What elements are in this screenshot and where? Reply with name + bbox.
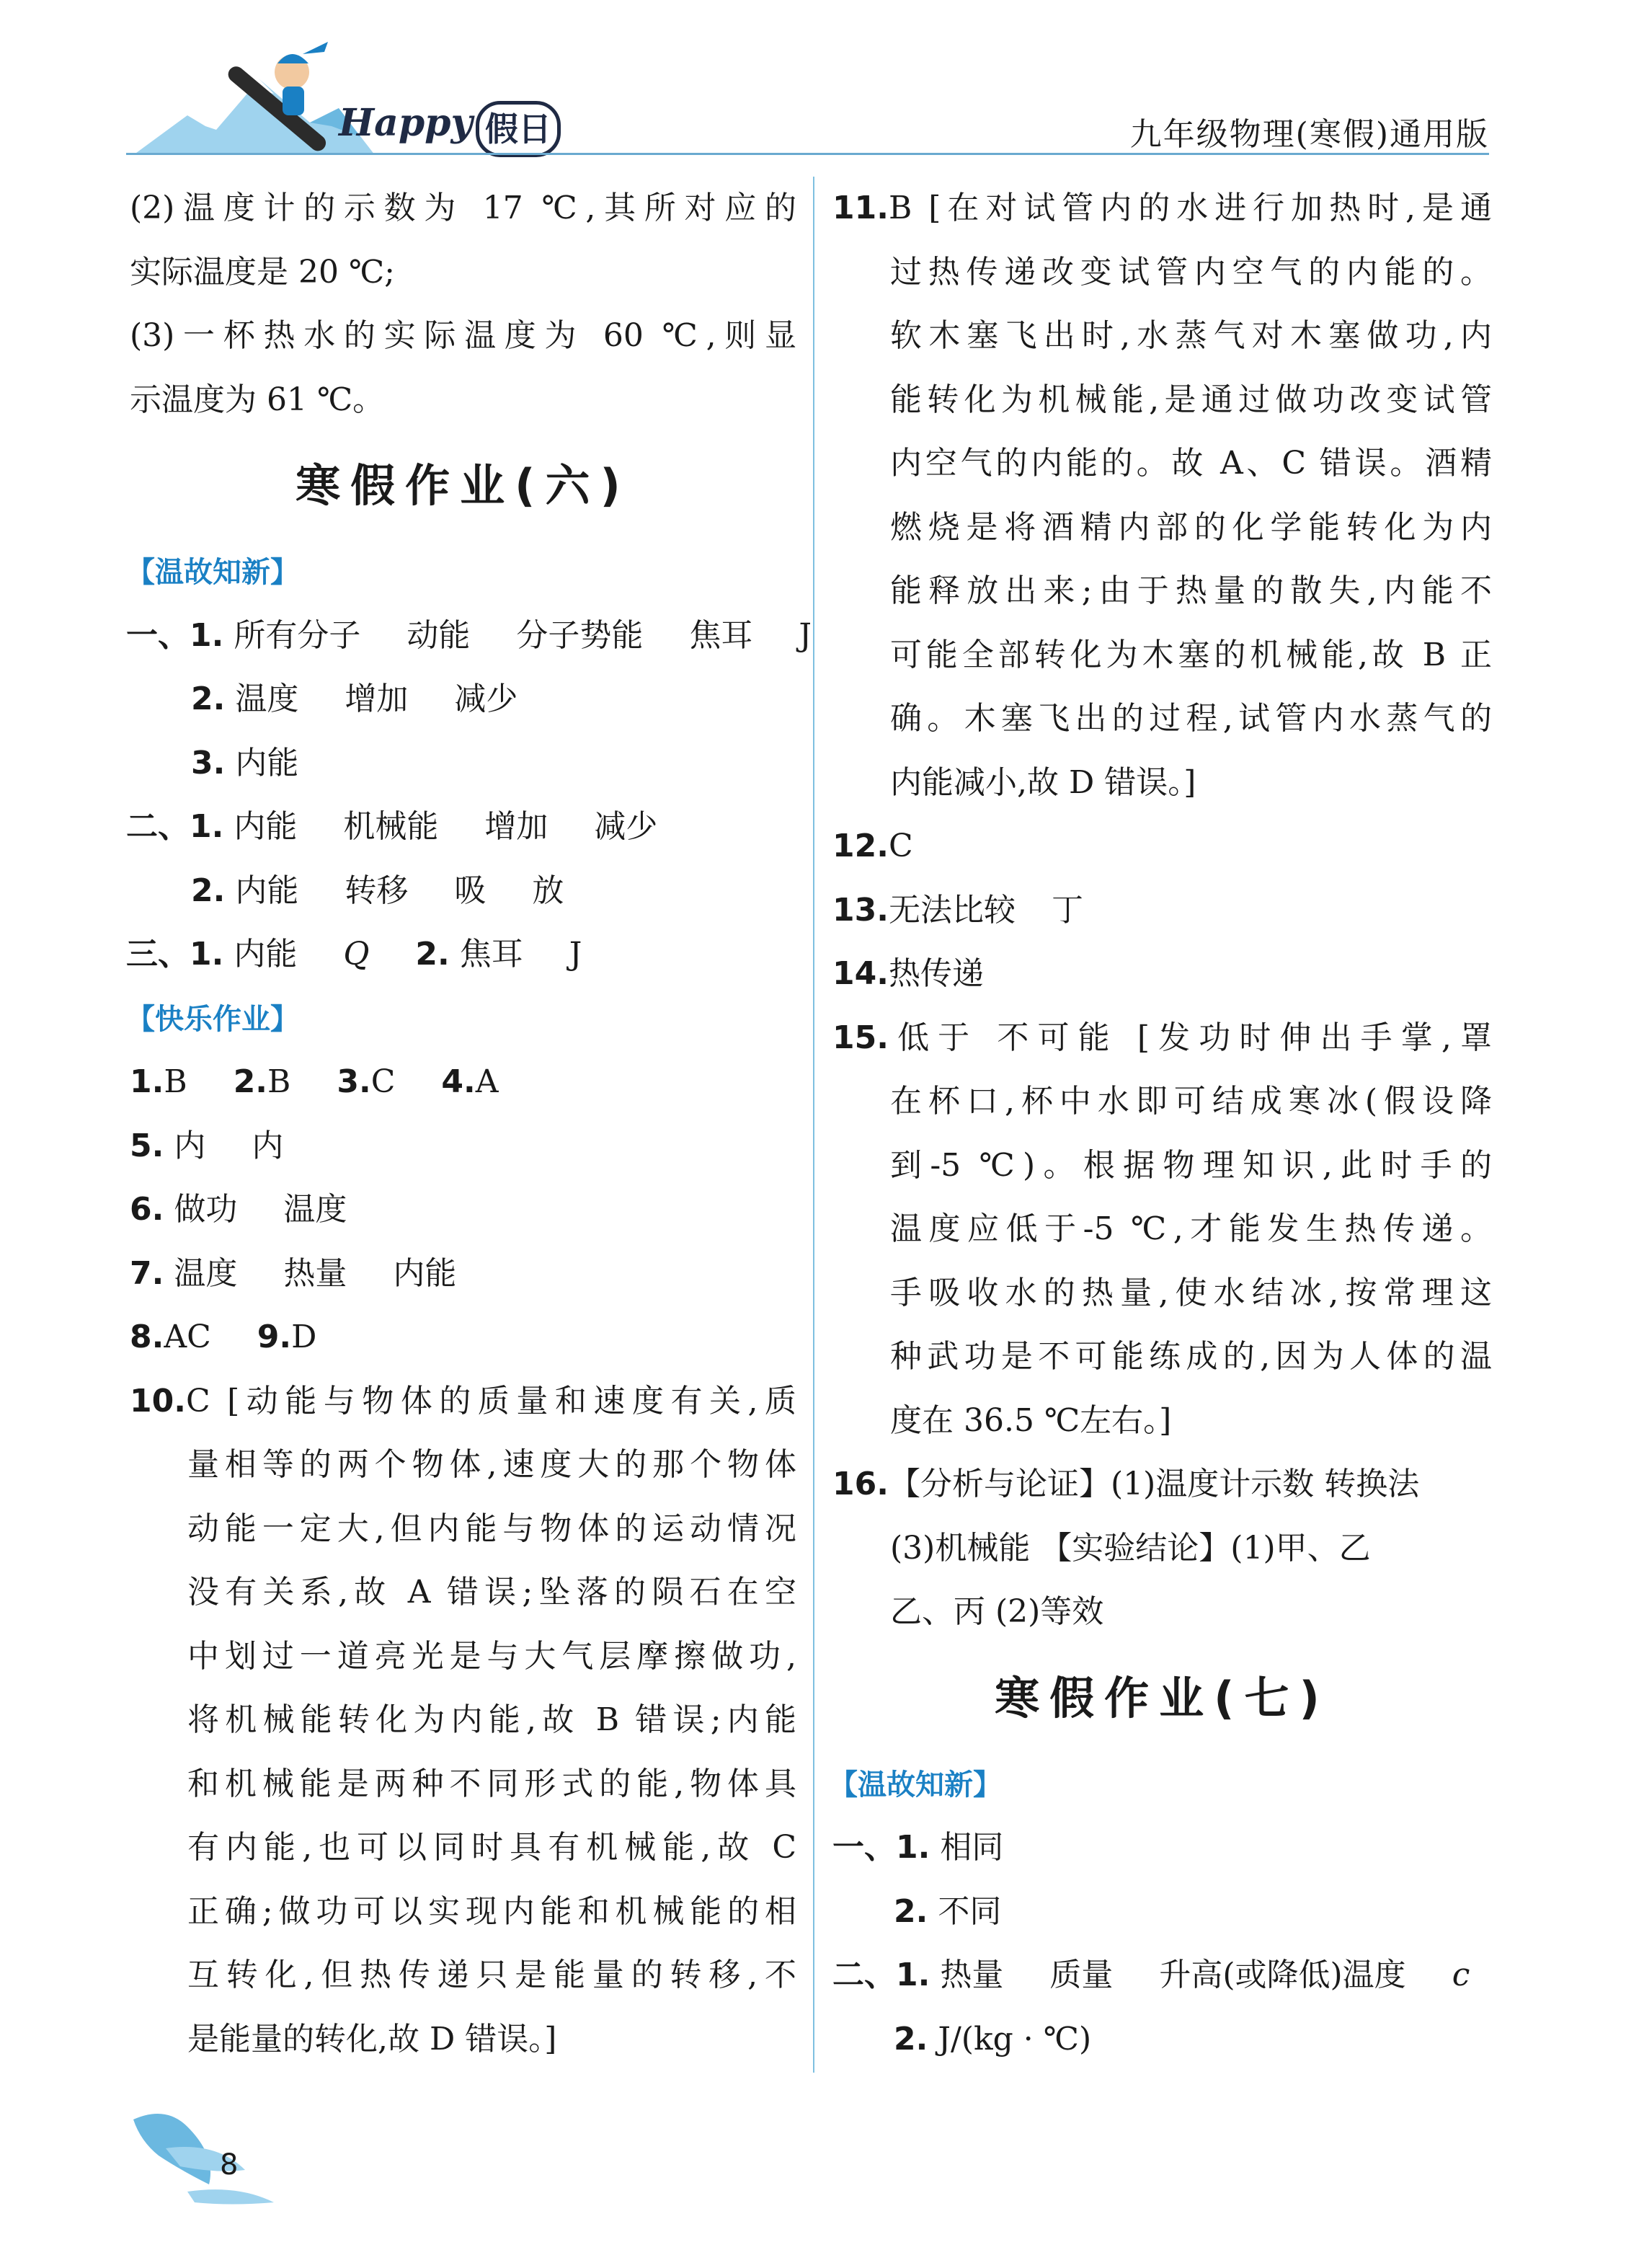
tag-wengu-zhixin: 【温故知新】 <box>829 1768 1002 1802</box>
answer-row <box>130 668 796 732</box>
edition-label: 九年级物理(寒假)通用版 <box>1129 116 1489 153</box>
item-number: 14. <box>832 955 889 992</box>
item-number: 3. <box>337 1063 371 1100</box>
item-number: 5. <box>130 1127 164 1164</box>
answer-row <box>130 1050 796 1115</box>
explanation-line: 内能减小,故 D 错误。] <box>890 763 1196 801</box>
answer-row <box>832 1453 1492 1517</box>
header-rule <box>126 153 1489 155</box>
explanation-line: 度在 36.5 ℃左右。] <box>890 1401 1172 1439</box>
item-number: 4. <box>441 1063 476 1100</box>
section-title-6: 寒假作业(六) <box>296 459 631 512</box>
answer-text: Q <box>343 936 370 973</box>
explanation-line: 能转化为机械能,是通过做功改变试管 <box>890 381 1492 418</box>
answer-row <box>832 1880 1492 1944</box>
answer-text: 转移 <box>345 872 409 909</box>
answer-text: B <box>267 1063 291 1100</box>
item-number: 10. <box>130 1382 186 1419</box>
explanation-line: 过热传递改变试管内空气的内能的。 <box>890 253 1492 291</box>
brand-happy: Happy <box>339 101 473 145</box>
answer-text: 热量 <box>283 1254 347 1292</box>
answer-text: 升高(或降低)温度 <box>1159 1957 1406 1993</box>
answer-row <box>832 1944 1492 2008</box>
explanation-line: 没有关系,故 A 错误;坠落的陨石在空 <box>187 1574 796 1611</box>
item-number: 2. <box>191 872 226 909</box>
answer-text: 焦耳 <box>459 936 523 973</box>
answer-text: J/(kg · ℃) <box>938 2020 1092 2057</box>
answer-text: 减少 <box>594 808 658 845</box>
item-number: 1. <box>130 1063 164 1100</box>
explanation-line: 到-5 ℃)。根据物理知识,此时手的 <box>890 1146 1492 1184</box>
answer-text: 【分析与论证】(1)温度计示数 转换法 <box>888 1466 1420 1502</box>
item-number: 二、1. <box>832 1957 930 1993</box>
answer-text: 无法比较 <box>888 891 1016 929</box>
explanation-line: 乙、丙 (2)等效 <box>890 1593 1104 1630</box>
tag-wengu-zhixin: 【温故知新】 <box>126 556 299 589</box>
explanation-line: 中划过一道亮光是与大气层摩擦做功, <box>187 1637 796 1675</box>
item-number: 2. <box>894 2020 928 2057</box>
item-number: 11. <box>832 190 889 226</box>
page-number: 8 <box>220 2148 239 2181</box>
item-number: 一、1. <box>832 1829 930 1866</box>
answer-text: J <box>799 616 812 654</box>
item-number: 15. <box>832 1019 889 1056</box>
explanation-line: 在杯口,杯中水即可结成寒冰(假设降 <box>890 1083 1492 1120</box>
page-header <box>0 0 1626 166</box>
explanation-line: 燃烧是将酒精内部的化学能转化为内 <box>890 508 1492 546</box>
answer-row <box>832 177 1492 241</box>
answer-text: C [动能与物体的质量和速度有关,质 <box>185 1382 796 1419</box>
explanation-line: 确。木塞飞出的过程,试管内水蒸气的 <box>890 700 1492 737</box>
item-number: 16. <box>832 1466 889 1502</box>
answer-row <box>832 815 1492 879</box>
answer-text: 热量 <box>940 1957 1004 1993</box>
item-number: 7. <box>130 1254 164 1292</box>
item-number: 13. <box>832 891 889 929</box>
answer-text: A <box>475 1063 499 1100</box>
answer-text: 内能 <box>235 744 299 781</box>
explanation-line: 量相等的两个物体,速度大的那个物体 <box>187 1446 796 1483</box>
answer-text: 焦耳 <box>689 616 753 654</box>
explanation-line: 将机械能转化为内能,故 B 错误;内能 <box>187 1701 796 1738</box>
brand-jiari: 假日 <box>476 101 561 157</box>
answer-row <box>130 1115 796 1179</box>
answer-row <box>126 604 812 668</box>
item-number: 12. <box>832 828 889 864</box>
item-number: 二、1. <box>126 808 224 845</box>
item-number: 8. <box>130 1319 164 1355</box>
answer-text: 内能 <box>234 808 298 845</box>
item-number: 2. <box>191 681 226 717</box>
tag-kuaile-zuoye: 【快乐作业】 <box>126 1002 299 1036</box>
answer-text: 内 <box>174 1127 206 1164</box>
answer-text: C <box>888 828 913 864</box>
answer-text: 温度 <box>235 681 299 717</box>
answer-text: 所有分子 <box>234 616 361 654</box>
explanation-line: 内空气的内能的。故 A、C 错误。酒精 <box>890 445 1492 482</box>
answer-text: 温度 <box>283 1191 347 1228</box>
answer-text: 减少 <box>454 681 518 717</box>
left-column <box>126 177 812 2071</box>
answer-row <box>832 1006 1492 1071</box>
answer-row <box>832 942 1492 1006</box>
explanation-line: 温度应低于-5 ℃,才能发生热传递。 <box>890 1210 1492 1247</box>
answer-row <box>126 795 796 859</box>
answer-text: B [在对试管内的水进行加热时,是通 <box>888 190 1492 226</box>
answer-text: 内 <box>252 1127 284 1164</box>
explanation-line: 互转化,但热传递只是能量的转移,不 <box>187 1957 796 1993</box>
answer-text: 分子势能 <box>516 616 644 654</box>
answer-row <box>130 859 796 923</box>
answer-text: 相同 <box>940 1829 1004 1866</box>
answer-text: 内能 <box>393 1254 457 1292</box>
explanation-line: 正确;做功可以实现内能和机械能的相 <box>187 1892 796 1930</box>
explanation-line: (3)机械能 【实验结论】(1)甲、乙 <box>890 1529 1371 1567</box>
answer-text: 内能 <box>234 936 298 973</box>
answer-text: 低于 不可能 [发功时伸出手掌,罩 <box>888 1019 1492 1056</box>
answer-text: 增加 <box>484 808 548 845</box>
explanation-line: 可能全部转化为木塞的机械能,故 B 正 <box>890 636 1492 673</box>
explanation-line: 能释放出来;由于热量的散失,内能不 <box>890 572 1492 609</box>
item-number: 2. <box>415 936 450 973</box>
answer-row <box>130 1306 796 1370</box>
answer-text: c <box>1452 1957 1470 1993</box>
explanation-line: 是能量的转化,故 D 错误。] <box>187 2020 557 2057</box>
page-footer <box>0 2076 1626 2265</box>
answer-text: 质量 <box>1049 1957 1114 1993</box>
answer-text: 热传递 <box>888 955 984 992</box>
explanation-line: 手吸收水的热量,使水结冰,按常理这 <box>890 1274 1492 1311</box>
answer-line: (3)一杯热水的实际温度为 60 ℃,则显 <box>130 317 796 354</box>
answer-text: 丁 <box>1051 891 1083 929</box>
item-number: 2. <box>894 1892 928 1930</box>
item-number: 6. <box>130 1191 164 1228</box>
explanation-line: 有内能,也可以同时具有机械能,故 C <box>187 1829 796 1866</box>
item-number: 三、1. <box>126 936 224 973</box>
answer-row <box>130 1178 796 1242</box>
answer-text: 吸 <box>454 872 487 909</box>
answer-text: J <box>569 936 582 973</box>
answer-text: AC <box>164 1319 211 1355</box>
answer-text: 温度 <box>174 1254 238 1292</box>
answer-text: 放 <box>532 872 564 909</box>
explanation-line: 种武功是不可能练成的,因为人体的温 <box>890 1338 1492 1375</box>
column-divider <box>813 177 814 2073</box>
item-number: 一、1. <box>126 616 224 654</box>
section-title-7: 寒假作业(七) <box>995 1671 1330 1724</box>
explanation-line: 和机械能是两种不同形式的能,物体具 <box>187 1765 796 1802</box>
answer-row <box>130 1370 796 1434</box>
item-number: 3. <box>191 744 226 781</box>
answer-text: 做功 <box>174 1191 238 1228</box>
wave-decoration-icon <box>0 2076 432 2265</box>
answer-row <box>832 1816 1492 1880</box>
right-column <box>829 177 1492 2071</box>
answer-row <box>832 879 1492 943</box>
answer-row <box>130 1242 796 1306</box>
answer-line: 实际温度是 20 ℃; <box>130 253 396 291</box>
answer-line: (2)温度计的示数为 17 ℃,其所对应的 <box>130 190 796 226</box>
answer-row <box>832 2008 1492 2072</box>
answer-text: 不同 <box>938 1892 1002 1930</box>
explanation-line: 软木塞飞出时,水蒸气对木塞做功,内 <box>890 317 1492 354</box>
item-number: 9. <box>257 1319 292 1355</box>
answer-row <box>130 732 796 796</box>
answer-text: 内能 <box>235 872 299 909</box>
answer-text: D <box>291 1319 317 1355</box>
answer-line: 示温度为 61 ℃。 <box>130 381 385 418</box>
answer-text: 机械能 <box>343 808 439 845</box>
explanation-line: 动能一定大,但内能与物体的运动情况 <box>187 1510 796 1547</box>
answer-row <box>126 923 796 987</box>
answer-text: 增加 <box>345 681 409 717</box>
item-number: 2. <box>233 1063 268 1100</box>
answer-text: 动能 <box>406 616 471 654</box>
answer-text: C <box>370 1063 396 1100</box>
answer-text: B <box>164 1063 187 1100</box>
